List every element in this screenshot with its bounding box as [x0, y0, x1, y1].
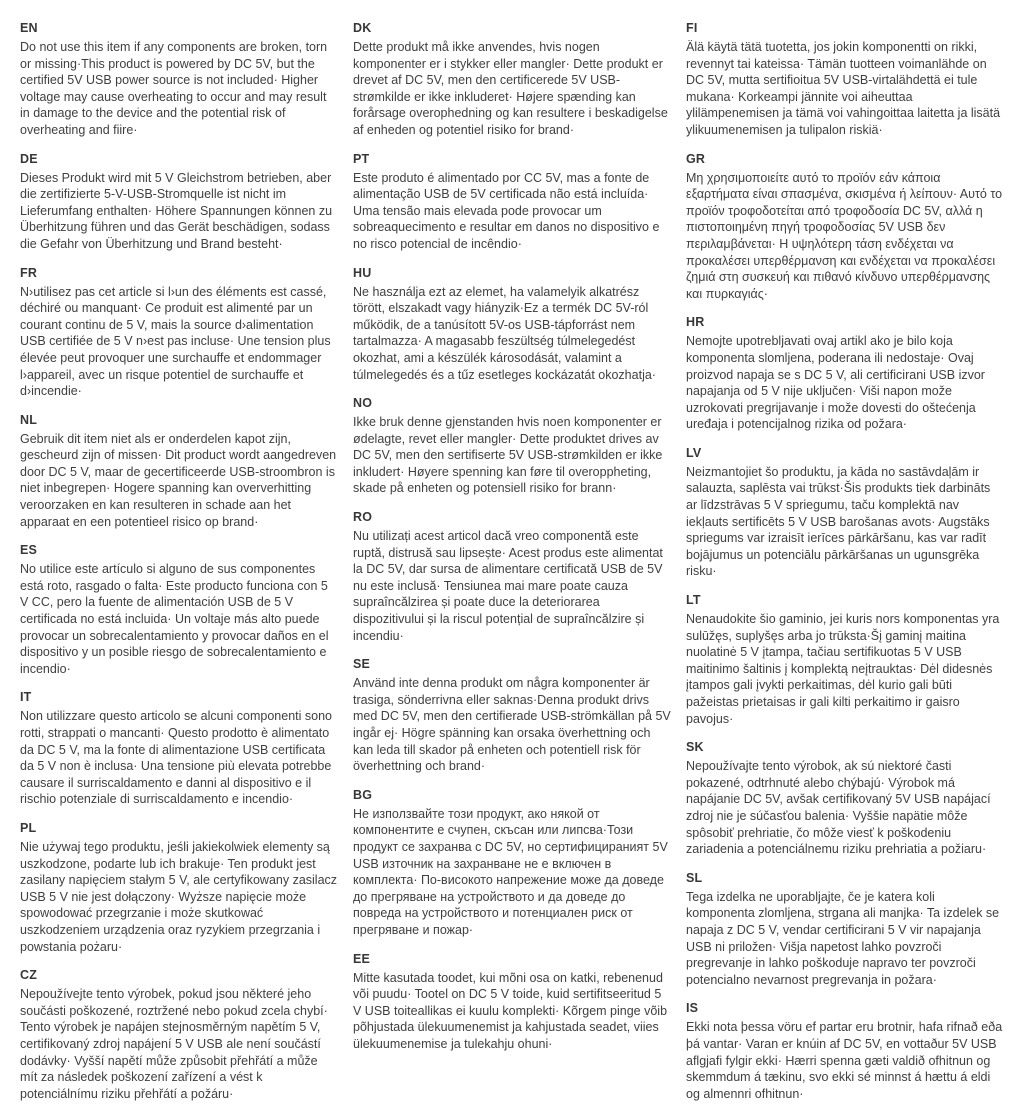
- language-code-es: ES: [20, 543, 38, 558]
- section-text-de: Dieses Produkt wird mit 5 V Gleichstrom betrieben, aber die zertifizierte 5-V-USB-Stromquelle ist nicht im Lieferumfang enthalten· Höhere Spannungen können zu Überhitzung führen und das Gerät beschädigen, sodass die Gefahr von Überhitzung und Brand besteht·: [20, 170, 333, 251]
- language-code-en: EN: [20, 21, 38, 35]
- section-text-ee: Mitte kasutada toodet, kui mõni osa on katki, rebenenud või puudu· Tootel on DC 5 V toide, kuid sertifitseeritud 5 V USB toiteallikas ei kuulu komplekti· Kõrgem pinge võib põhjustada ülekuumenemist ja kahjustada seadet, viies ülekuumenemise ja tulekahju ohuni·: [353, 970, 668, 1051]
- section-text-ro: Nu utilizați acest articol dacă vreo componentă este ruptă, distrusă sau lipsește· Acest produs este alimentat la DC 5V, dar sursa de alimentare certificată USB de 5V nu este inclusă· Tensiunea mai mare poate cauza supraîncălzirea și poate duce la deteriorarea dispozitivului și la riscul potențial de supraîncălzire și incendiu·: [353, 529, 663, 643]
- language-code-cz: CZ: [20, 968, 38, 983]
- section-text-lv: Neizmantojiet šo produktu, ja kāda no sastāvdaļām ir salauzta, saplēsta vai trūkst·Šis produkts tiek darbināts ar līdzstrāvas 5 V spriegumu, taču komplektā nav iekļauts sertificēts 5 V USB barošanas avots· Augstāks spriegums var izraisīt ierīces pārkāršanu, kas var radīt bojājumus un potenciālu pārkāršanas un ugunsgrēka risku·: [686, 464, 991, 579]
- section-text-en: Do not use this item if any components are broken, torn or missing·This product is powered by DC 5V, but the certified 5V USB power source is not included· Higher voltage may cause overheating to occur and may result in damage to the device and the potential risk of overheating and fiire·: [20, 40, 328, 137]
- section-text-se: Använd inte denna produkt om några komponenter är trasiga, sönderrivna eller saknas·Denna produkt drivs med DC 5V, men den certifierade USB-strömkällan på 5V ingår ej· Högre spänning kan orsaka överhettning och kan leda till skador på enheten och potentiell risk för överhettning och brand·: [353, 676, 671, 774]
- section-text-gr: Μη χρησιμοποιείτε αυτό το προϊόν εάν κάποια εξαρτήματα είναι σπασμένα, σκισμένα ή λείπουν· Αυτό το προϊόν τροφοδοτείται από τροφοδοσία DC 5V, αλλά η πιστοποιημένη πηγή τροφοδοσίας 5V USB δεν περιλαμβάνεται· Η υψηλότερη τάση ενδέχεται να προκαλέσει υπερθέρμανση και ενδέχεται να προκαλέσει ζημιά στη συσκευή και πιθανό κίνδυνο υπερθέρμανσης και πυρκαγιάς·: [686, 170, 1003, 301]
- section-text-cz: Nepoužívejte tento výrobek, pokud jsou některé jeho součásti poškozené, roztržené nebo pokud zcela chybí· Tento výrobek je napájen stejnosměrným napětím 5 V, certifikovaný zdroj napájení 5 V USB ale není součástí dodávky· Vyšší napětí může způsobit přehřátí a může mít za následek poškození zařízení a vést k potenciálnímu riziku přehřátí a požáru·: [20, 987, 328, 1101]
- language-code-ro: RO: [353, 510, 373, 525]
- section-cz: [20, 968, 338, 1102]
- section-fi: [686, 21, 1004, 139]
- language-code-is: IS: [686, 1001, 699, 1016]
- section-text-nl: Gebruik dit item niet als er onderdelen kapot zijn, gescheurd zijn of missen· Dit product wordt aangedreven door DC 5 V, maar de gecertificeerde USB-stroombron is niet inbegrepen· Hogere spanning kan oververhitting veroorzaken en kan resulteren in schade aan het apparaat en een potentieel risico op brand·: [20, 431, 337, 529]
- language-code-it: IT: [20, 690, 32, 705]
- section-no: [353, 396, 671, 497]
- section-text-sl: Tega izdelka ne uporabljajte, če je katera koli komponenta zlomljena, strgana ali manjka· Ta izdelek se napaja z DC 5 V, vendar certificirani 5 V vir napajanja USB ni priložen· Višja napetost lahko povzroči pregrevanje in lahko poškoduje napravo ter povzroči potencialno nevarnost pregrevanja in požara·: [686, 889, 1000, 987]
- section-hr: [686, 315, 1004, 433]
- language-code-pt: PT: [353, 151, 370, 166]
- section-text-hr: Nemojte upotrebljavati ovaj artikl ako je bilo koja komponenta slomljena, poderana ili nedostaje· Ovaj proizvod napaja se s DC 5 V, ali certificirani USB izvor napajanja od 5 V nije uključen· Viši napon može uzrokovati pregrijavanje i može dovesti do oštećenja uređaja i potencijalnog rizika od požara·: [686, 334, 985, 432]
- section-text-is: Ekki nota þessa vöru ef partar eru brotnir, hafa rifnað eða þá vantar· Varan er knúin af DC 5V, en vottaður 5V USB aflgjafi fylgir ekki· Hærri spenna gæti valdið ofhitnun og skemmdum á tækinu, svo ekki sé minnst á hættu á eldi og almennri ofhitnun·: [686, 1020, 1003, 1101]
- section-text-no: Ikke bruk denne gjenstanden hvis noen komponenter er ødelagte, revet eller mangler· Dette produktet drives av DC 5V, men den sertifiserte 5V USB-strømkilden er ikke inkludert· Høyere spenning kan føre til overoppheting, skade på enheten og potensiell risiko for brann·: [353, 415, 663, 496]
- section-en: [20, 21, 338, 139]
- language-code-dk: DK: [353, 21, 372, 35]
- section-sk: [686, 740, 1004, 858]
- language-code-hu: HU: [353, 265, 372, 280]
- section-bg: [353, 788, 671, 939]
- section-lv: [686, 446, 1004, 580]
- section-text-es: No utilice este artículo si alguno de sus componentes está roto, rasgado o falta· Este producto funciona con 5 V CC, pero la fuente de alimentación USB de 5 V certificada no está incluida· Un voltaje más alto puede provocar un sobrecalentamiento y provocar daños en el dispositivo y un posible riesgo de sobrecalentamiento e incendio·: [20, 562, 329, 676]
- section-text-pt: Este produto é alimentado por CC 5V, mas a fonte de alimentação USB de 5V certificada não está incluída· Uma tensão mais elevada pode provocar um sobreaquecimento e resultar em danos no dispositivo e no risco potencial de incêndio·: [353, 170, 660, 251]
- section-nl: [20, 413, 338, 531]
- section-de: [20, 152, 338, 253]
- language-code-no: NO: [353, 396, 373, 411]
- section-pt: [353, 152, 671, 253]
- language-code-sl: SL: [686, 870, 703, 885]
- section-se: [353, 657, 671, 775]
- section-text-bg: Не използвайте този продукт, ако някой от компонентите е счупен, скъсан или липсва·Този продукт се захранва с DC 5V, но сертифицираният 5V USB източник на захранване не е включен в комплекта· По-високото напрежение може да доведе до прегряване на устройството и да доведе до повреда на устройството и потенциален риск от прегряване и пожар·: [353, 806, 668, 937]
- language-code-bg: BG: [353, 787, 373, 802]
- section-text-it: Non utilizzare questo articolo se alcuni componenti sono rotti, strappati o mancanti· Questo prodotto è alimentato da DC 5 V, ma la fonte di alimentazione USB certificata da 5 V non è inclusa· Una tensione più elevata potrebbe causare il surriscaldamento e danni al dispositivo e il rischio potenziale di surriscaldamento e incendio·: [20, 709, 332, 807]
- column-3: [686, 21, 1004, 1115]
- section-gr: [686, 152, 1004, 303]
- language-code-lv: LV: [686, 445, 702, 460]
- section-pl: [20, 821, 338, 955]
- language-code-ee: EE: [353, 951, 371, 966]
- section-ro: [353, 510, 671, 644]
- language-code-se: SE: [353, 657, 371, 672]
- section-dk: [353, 21, 671, 139]
- language-code-hr: HR: [686, 315, 705, 330]
- section-text-pl: Nie używaj tego produktu, jeśli jakiekolwiek elementy są uszkodzone, podarte lub ich brakuje· Ten produkt jest zasilany napięciem stałym 5 V, ale certyfikowany zasilacz USB 5 V nie jest dołączony· Wyższe napięcie może spowodować przegrzanie i może skutkować uszkodzeniem urządzenia oraz ryzykiem przegrzania i powstania pożaru·: [20, 839, 338, 954]
- section-hu: [353, 266, 671, 384]
- section-sl: [686, 871, 1004, 989]
- section-ee: [353, 952, 671, 1053]
- language-code-nl: NL: [20, 412, 38, 427]
- section-text-fi: Älä käytä tätä tuotetta, jos jokin komponentti on rikki, revennyt tai kateissa· Tämän tuotteen voimanlähde on DC 5V, mutta sertifioitua 5V USB-virtalähdettä ei tule mukana· Korkeampi jännite voi aiheuttaa ylilämpenemisen ja tämä voi vahingoittaa laitetta ja lisätä ylikuumenemisen ja tulipalon riskiä·: [686, 40, 1001, 137]
- section-es: [20, 543, 338, 677]
- language-code-pl: PL: [20, 820, 37, 835]
- language-code-de: DE: [20, 151, 38, 166]
- section-text-hu: Ne használja ezt az elemet, ha valamelyik alkatrész törött, elszakadt vagy hiányzik·Ez a termék DC 5V-ról működik, de a tanúsított 5V-os USB-tápforrást nem tartalmazza· A magasabb feszültség túlmelegedést okozhat, ami a készülék károsodását, valamint a túlmelegedés és a tűz esetleges kockázatát okozhatja·: [353, 284, 656, 382]
- language-code-gr: GR: [686, 151, 706, 166]
- section-text-fr: N›utilisez pas cet article si l›un des éléments est cassé, déchiré ou manquant· Ce produit est alimenté par un courant continu de 5 V, mais la source d›alimentation USB certifiée de 5 V n›est pas incluse· Une tension plus élevée peut provoquer une surchauffe et endommager l›appareil, avec un risque potentiel de surchauffe et d›incendie·: [20, 284, 331, 399]
- column-2: [353, 21, 671, 1115]
- column-1: [20, 21, 338, 1115]
- section-fr: [20, 266, 338, 400]
- section-is: [686, 1001, 1004, 1102]
- section-text-lt: Nenaudokite šio gaminio, jei kuris nors komponentas yra sulūžęs, suplyšęs arba jo trūksta·Šį gaminį maitina nuolatinė 5 V įtampa, tačiau sertifikuotas 5 V USB maitinimo šaltinis į komplektą neįtrauktas· Dėl didesnės įtampos gali įvykti perkaitimas, dėl kurio gali būti pažeistas prietaisas ir gali kilti perkaitimo ir gaisro pavojus·: [686, 612, 1000, 726]
- section-it: [20, 690, 338, 808]
- language-code-lt: LT: [686, 593, 701, 608]
- language-code-sk: SK: [686, 740, 704, 755]
- language-code-fr: FR: [20, 265, 38, 280]
- language-code-fi: FI: [686, 21, 698, 35]
- section-text-dk: Dette produkt må ikke anvendes, hvis nogen komponenter er i stykker eller mangler· Dette produkt er drevet af DC 5V, men den certificerede 5V USB-strømkilde er ikke inkluderet· Højere spænding kan forårsage overophedning og kan resultere i beskadigelse af enheden og potentiel risiko for brand·: [353, 40, 668, 137]
- section-lt: [686, 593, 1004, 727]
- section-text-sk: Nepoužívajte tento výrobok, ak sú niektoré časti pokazené, odtrhnuté alebo chýbajú· Výrobok má napájanie DC 5V, avšak certifikovaný 5V USB napájací zdroj nie je súčasťou balenia· Vyššie napätie môže spôsobiť prehriatie, čo môže viesť k poškodeniu zariadenia a potenciálnemu riziku prehriatia a požiaru·: [686, 759, 991, 857]
